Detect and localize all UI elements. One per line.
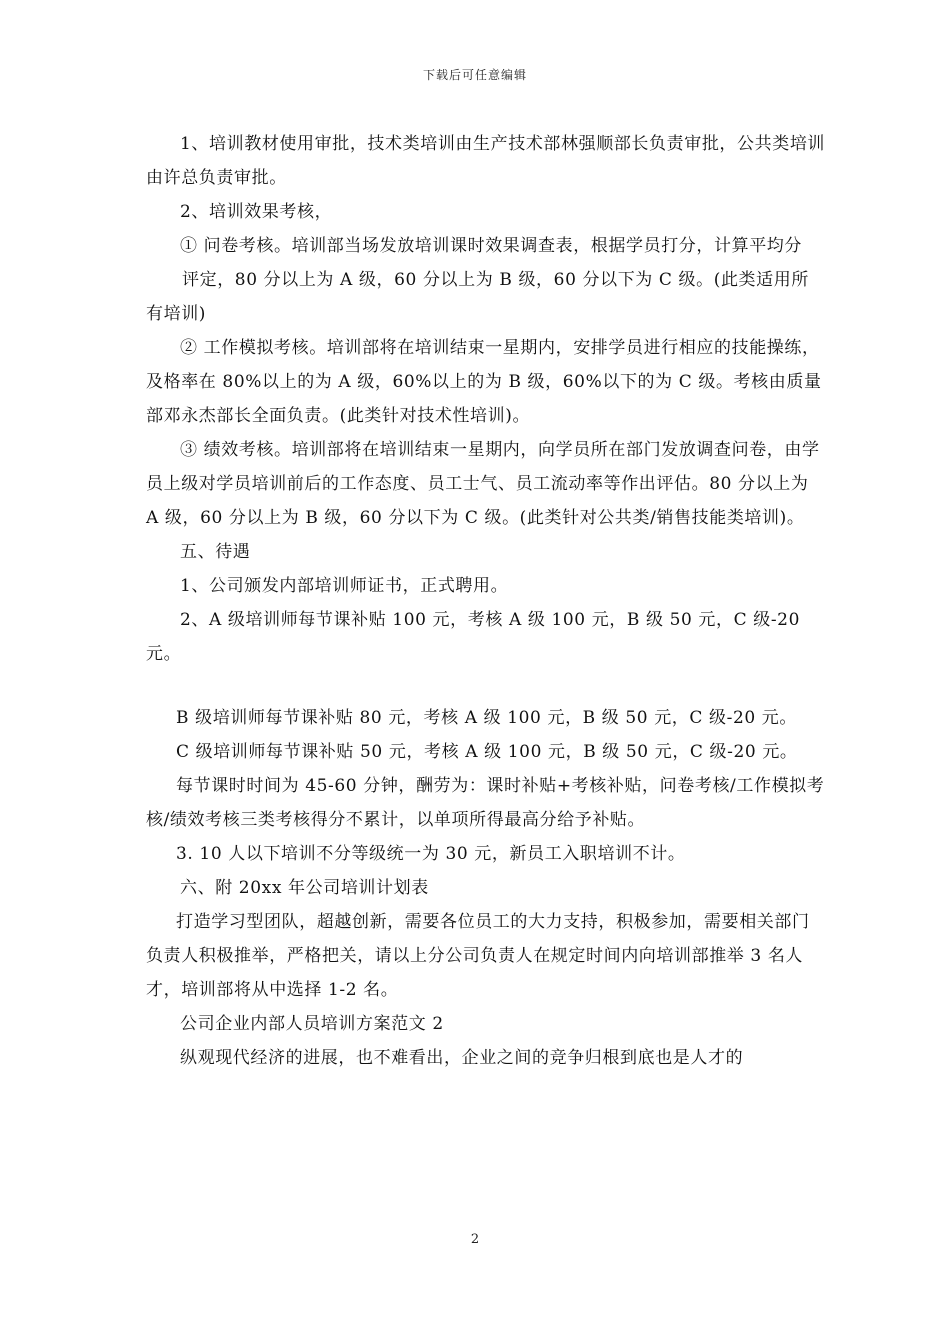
paragraph-rating-criteria: 评定，80 分以上为 A 级，60 分以上为 B 级，60 分以下为 C 级。(此类适用所有培训) [146,270,809,324]
paragraph-work-simulation-assessment: ② 工作模拟考核。培训部将在培训结束一星期内，安排学员进行相应的技能操练，及格率在 80%以上的为 A 级，60%以上的为 B 级，60%以下的为 C 级。考核由质量部邓永杰部长全面负责。(此类针对技术性培训)。 [146,338,822,426]
paragraph-effect-assessment-heading: 2、培训效果考核， [180,202,333,222]
document-body [146,127,826,1075]
section-heading-compensation: 五、待遇 [180,542,251,562]
section-heading-training-plan: 六、附 20xx 年公司培训计划表 [180,878,429,898]
page-header-note: 下载后可任意编辑 [422,68,527,82]
paragraph-a-level-allowance: 2、A 级培训师每节课补贴 100 元，考核 A 级 100 元，B 级 50 元，C 级-20 元。 [146,610,807,664]
section-heading-sample-2: 公司企业内部人员培训方案范文 2 [180,1014,444,1034]
paragraph-certificate: 1、公司颁发内部培训师证书，正式聘用。 [180,576,509,596]
paragraph-small-group-training: 3. 10 人以下培训不分等级统一为 30 元，新员工入职培训不计。 [176,844,686,864]
paragraph-performance-assessment: ③ 绩效考核。培训部将在培训结束一星期内，向学员所在部门发放调查问卷，由学员上级对学员培训前后的工作态度、员工士气、员工流动率等作出评估。80 分以上为 A 级，60 分以上为 B 级，60 分以下为 C 级。(此类针对公共类/销售技能类培训)。 [146,440,820,528]
paragraph-c-level-allowance: C 级培训师每节课补贴 50 元，考核 A 级 100 元，B 级 50 元，C 级-20 元。 [176,742,798,762]
paragraph-material-approval: 1、培训教材使用审批，技术类培训由生产技术部林强顺部长负责审批，公共类培训由许总负责审批。 [146,134,826,188]
paragraph-b-level-allowance: B 级培训师每节课补贴 80 元，考核 A 级 100 元，B 级 50 元，C 级-20 元。 [176,708,798,728]
paragraph-questionnaire-assessment: ① 问卷考核。培训部当场发放培训课时效果调查表，根据学员打分，计算平均分 [180,236,803,256]
paragraph-economy-overview: 纵观现代经济的进展，也不难看出，企业之间的竞争归根到底也是人才的 [180,1048,744,1068]
page-number: 2 [470,1232,480,1247]
paragraph-session-duration: 每节课时时间为 45-60 分钟，酬劳为：课时补贴+考核补贴，问卷考核/工作模拟考核/绩效考核三类考核得分不累计，以单项所得最高分给予补贴。 [146,776,825,830]
paragraph-learning-team: 打造学习型团队，超越创新，需要各位员工的大力支持，积极参加，需要相关部门负责人积极推举，严格把关，请以上分公司负责人在规定时间内向培训部推举 3 名人才，培训部将从中选择 1-2 名。 [146,912,810,1000]
